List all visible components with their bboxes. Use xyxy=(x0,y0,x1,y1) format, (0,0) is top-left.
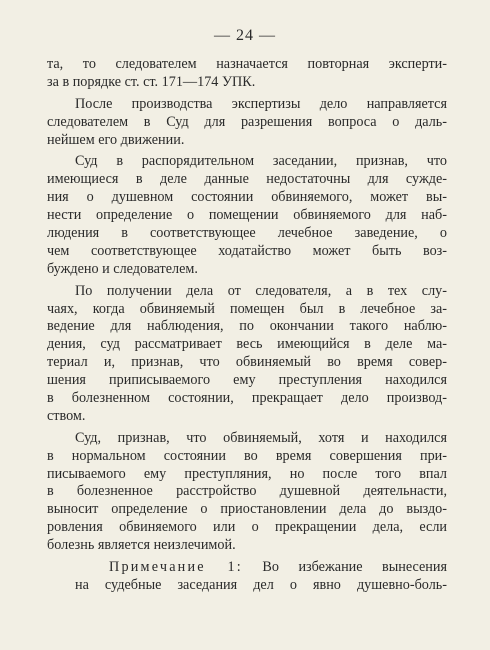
page-number: — 24 — xyxy=(214,27,276,44)
text-line: ведение для наблюдения, по окончании такого наблю- xyxy=(47,318,447,335)
text-line: людения в соответствующее лечебное заведение, о xyxy=(47,225,447,242)
text-line: нести определение о помещении обвиняемого для наб- xyxy=(47,207,447,224)
paragraph xyxy=(47,430,447,555)
text-line: нейшем его движении. xyxy=(47,131,185,148)
text-line: писываемого ему преступляния, но после того впал xyxy=(47,465,447,482)
text-line: имеющиеся в деле данные недостаточны для сужде- xyxy=(47,171,447,188)
note-label: Примечание 1: xyxy=(109,559,243,576)
text-line: за в порядке ст. ст. 171—174 УПК. xyxy=(47,73,256,90)
text-line: следователем в Суд для разрешения вопроса о даль- xyxy=(47,113,447,130)
text-line: шения приписываемого ему преступления находился xyxy=(47,372,447,389)
page-body xyxy=(47,56,447,595)
text-line: териал и, признав, что обвиняемый во время совер- xyxy=(47,354,447,371)
text-line: По получении дела от следователя, а в тех слу- xyxy=(75,282,447,299)
text-line: болезнь является неизлечимой. xyxy=(47,537,236,554)
note-first-line xyxy=(47,559,447,577)
text-line: в болезненном состоянии, прекращает дело производ- xyxy=(47,390,447,407)
text-line: ровления обвиняемого или о прекращении дела, если xyxy=(47,519,447,536)
text-line: выносит определение о приостановлении дела до выздо- xyxy=(47,501,447,518)
paragraph xyxy=(47,56,447,92)
text-line: Суд в распорядительном заседании, признав, что xyxy=(75,153,447,170)
text-line: чем соответствующее ходатайство может быть воз- xyxy=(47,242,447,259)
note xyxy=(47,559,447,595)
paragraph xyxy=(47,153,447,278)
text-line: Суд, признав, что обвиняемый, хотя и находился xyxy=(75,429,447,446)
text-line: на судебные заседания дел о явно душевно-боль- xyxy=(75,576,447,593)
paragraph xyxy=(47,96,447,150)
paragraph xyxy=(47,283,447,426)
text-line: в нормальном состоянии во время совершения при- xyxy=(47,447,447,464)
text-line: ния о душевном состоянии обвиняемого, может вы- xyxy=(47,189,447,206)
note-text: Во избежание вынесения xyxy=(262,559,447,576)
text-line: буждено и следователем. xyxy=(47,260,198,277)
text-line: в болезненное расстройство душевной деятельнасти, xyxy=(47,483,447,500)
text-line: чаях, когда обвиняемый помещен был в лечебное за- xyxy=(47,300,447,317)
text-line: После производства экспертизы дело направляется xyxy=(75,95,447,112)
text-line: та, то следователем назначается повторная эксперти- xyxy=(47,56,447,72)
text-line: ством. xyxy=(47,407,86,424)
text-line: дения, суд рассматривает весь имеющийся в деле ма- xyxy=(47,336,447,353)
